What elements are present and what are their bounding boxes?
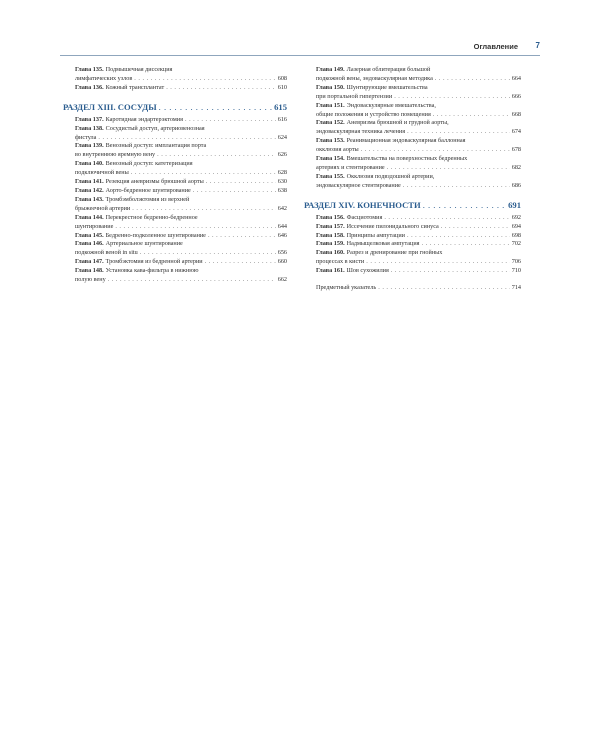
entry-title: Кожный трансплантат [105,83,165,91]
toc-entry[interactable] [316,119,521,137]
leader-dots [433,111,510,120]
leader-dots [166,84,276,93]
entry-page: 624 [277,133,287,141]
leader-dots [131,169,276,178]
leader-dots [407,128,510,137]
entry-title: фистула [75,133,97,141]
entry-page: 628 [277,169,287,177]
chapter-number: Глава 136. [75,83,104,91]
entry-title: лимфатических узлов [75,74,133,82]
toc-entry[interactable] [316,102,521,120]
entry-title: полую вену [75,276,106,284]
entry-page: 678 [511,146,521,154]
chapter-number: Глава 138. [75,124,104,132]
entry-line [75,116,287,125]
entry-title: Бедренно-подколенное шунтирование [105,231,206,239]
toc-list [316,214,521,276]
leader-dots [391,267,510,276]
entry-line [75,178,287,187]
entry-title: Шунтирующие вмешательства [346,83,428,91]
entry-page: 610 [277,83,287,91]
entry-line [75,267,287,276]
entry-title: шунтирование [75,222,114,230]
section-heading[interactable] [63,102,287,112]
toc-entry[interactable] [316,84,521,102]
entry-line [75,187,287,196]
toc-entry[interactable] [316,66,521,84]
entry-title: Венозный доступ: катетеризация [105,160,193,168]
chapter-number: Глава 137. [75,115,104,123]
leader-dots [98,134,275,143]
toc-entry[interactable] [316,223,521,232]
entry-page: 710 [511,267,521,275]
leader-dots [185,116,276,125]
entry-title: Эндоваскулярные вмешательства, [346,101,436,109]
entry-title: подкожной веной in situ [75,249,138,257]
chapter-number: Глава 145. [75,231,104,239]
entry-line [316,66,521,75]
entry-line [75,240,287,249]
entry-title: Перекрестное бедренно-бедренное [105,213,198,221]
toc-entry[interactable] [75,178,287,187]
entry-title: Иссечение пилонидального синуса [346,222,439,230]
chapter-number: Глава 135. [75,66,104,73]
toc-entry-index[interactable] [316,284,521,293]
toc-entry[interactable] [75,116,287,125]
entry-page: 674 [511,128,521,136]
entry-page: 638 [277,186,287,194]
chapter-number: Глава 150. [316,83,345,91]
leader-dots [134,75,275,84]
chapter-number: Глава 148. [75,267,104,275]
leader-dots [115,223,275,232]
entry-line [316,137,521,146]
toc-list [316,66,521,191]
leader-dots [205,258,276,267]
entry-title: процессах в кисти [316,258,365,266]
entry-line [316,249,521,258]
chapter-number: Глава 147. [75,258,104,266]
entry-title: Установка кава-фильтра в нижнюю [105,267,199,275]
entry-page: 660 [277,258,287,266]
section-heading[interactable] [304,200,521,210]
chapter-number: Глава 151. [316,101,345,109]
entry-page: 626 [277,151,287,159]
chapter-number: Глава 159. [316,240,345,248]
entry-page: 616 [277,115,287,123]
entry-page: 714 [511,284,521,292]
entry-line [75,142,287,151]
toc-entry[interactable] [75,160,287,178]
entry-line [316,111,521,120]
entry-line [316,102,521,111]
toc-entry[interactable] [75,267,287,285]
leader-dots [441,223,510,232]
running-header [60,40,540,56]
entry-title: при портальной гипертензии [316,92,393,100]
entry-line [316,240,521,249]
entry-title: эндоваскулярное стентирование [316,181,401,189]
chapter-number: Глава 152. [316,119,345,127]
header-title: Оглавление [473,42,518,51]
entry-title: Резекция аневризмы брюшной аорты [105,178,204,186]
chapter-number: Глава 142. [75,186,104,194]
leader-dots [384,214,509,223]
leader-dots [193,187,276,196]
toc-entry[interactable] [75,232,287,241]
leader-dots [387,164,510,173]
entry-title: общие положения и устройство помещения [316,110,431,118]
entry-title: Надмыщелковая ампутация [346,240,420,248]
toc-entry[interactable] [316,137,521,155]
toc-entry[interactable] [75,196,287,214]
entry-line [75,214,287,223]
leader-dots [394,93,510,102]
section-title: РАЗДЕЛ XIII. СОСУДЫ [63,101,157,112]
entry-line [75,258,287,267]
chapter-number: Глава 157. [316,222,345,230]
entry-title: Аневризма брюшной и грудной аорты, [346,119,449,127]
entry-title: подкожной вены, эндоваскулярная методика [316,74,433,82]
entry-title: Шов сухожилия [346,267,389,275]
section-page: 691 [508,199,521,210]
chapter-number: Глава 153. [316,137,345,145]
section-title: РАЗДЕЛ XIV. КОНЕЧНОСТИ [304,199,421,210]
entry-title: Артериальное шунтирование [105,240,183,248]
entry-title: Реанимационная эндоваскулярная баллонная [346,137,466,145]
entry-line [316,164,521,173]
entry-line [75,249,287,258]
entry-title: эндоваскулярная техника лечения [316,128,406,136]
entry-line [75,134,287,143]
toc-entry[interactable] [316,214,521,223]
entry-line [75,75,287,84]
entry-title: Предметный указатель [316,284,377,292]
entry-title: Сосудистый доступ, артериовенозная [105,124,205,132]
toc-column-left [63,66,287,285]
entry-page: 668 [511,110,521,118]
entry-line [75,232,287,241]
entry-line [316,173,521,182]
chapter-number: Глава 141. [75,178,104,186]
entry-page: 694 [511,222,521,230]
entry-page: 664 [511,74,521,82]
entry-line [316,93,521,102]
entry-title: брыжеечной артерии [75,204,131,212]
entry-page: 656 [277,249,287,257]
chapter-number: Глава 139. [75,142,104,150]
entry-line [316,155,521,164]
entry-title: подключичной вены [75,169,129,177]
entry-line [316,119,521,128]
chapter-number: Глава 154. [316,155,345,163]
entry-line [75,169,287,178]
leader-dots [208,232,276,241]
toc-list [75,66,287,93]
toc-entry[interactable] [316,232,521,241]
chapter-number: Глава 156. [316,213,345,221]
toc-entry[interactable] [316,155,521,173]
toc-entry[interactable] [75,142,287,160]
entry-page: 646 [277,231,287,239]
toc-entry[interactable] [316,267,521,276]
leader-dots [140,249,276,258]
entry-line [316,182,521,191]
entry-line [316,267,521,276]
entry-title: Принципы ампутации [346,231,405,239]
toc-entry[interactable] [75,187,287,196]
toc-entry[interactable] [316,173,521,191]
chapter-number: Глава 161. [316,267,345,275]
entry-line [75,66,287,75]
leader-dots [361,146,510,155]
entry-page: 682 [511,163,521,171]
toc-entry[interactable] [75,214,287,232]
toc-entry[interactable] [316,240,521,249]
entry-title: во внутреннюю яремную вену [75,151,156,159]
entry-title: Венозный доступ: имплантация порта [105,142,207,150]
entry-title: Тромбэктомия из бедренной артерии [105,258,203,266]
entry-page: 644 [277,222,287,230]
entry-page: 692 [511,213,521,221]
entry-line [316,214,521,223]
leader-dots [407,232,510,241]
entry-line [75,205,287,214]
toc-entry[interactable] [75,125,287,143]
chapter-number: Глава 155. [316,172,345,180]
entry-title: Вмешательства на поверхностных бедренных [346,155,468,163]
entry-line [316,232,521,241]
leader-dots [108,276,276,285]
toc-entry[interactable] [75,240,287,258]
entry-page: 702 [511,240,521,248]
entry-page: 686 [511,181,521,189]
entry-line [316,128,521,137]
entry-title: Аорто-бедренное шунтирование [105,186,191,194]
entry-title: Разрез и дренирование при гнойных [346,249,443,257]
entry-title: артериях и стентирование [316,163,385,171]
entry-line [316,258,521,267]
entry-page: 630 [277,178,287,186]
chapter-number: Глава 149. [316,66,345,73]
leader-dots [435,75,510,84]
chapter-number: Глава 160. [316,249,345,257]
entry-title: Фасциотомия [346,213,383,221]
entry-line [316,223,521,232]
entry-line [75,125,287,134]
chapter-number: Глава 158. [316,231,345,239]
chapter-number: Глава 146. [75,240,104,248]
entry-line [75,223,287,232]
page-number: 7 [535,41,540,50]
leader-dots [422,240,510,249]
entry-page: 662 [277,276,287,284]
entry-title: Подмышечная диссекция [105,66,173,73]
leader-dots [206,178,276,187]
toc-column-right [304,66,521,293]
entry-line [316,75,521,84]
toc-entry[interactable] [75,84,287,93]
entry-title: Тромбэмболэктомия из верхней [105,195,190,203]
entry-page: 642 [277,204,287,212]
entry-title: Каротидная эндартерэктомия [105,115,183,123]
entry-line [75,151,287,160]
chapter-number: Глава 144. [75,213,104,221]
entry-title: Лазерная облитерация большой [346,66,431,73]
entry-line [316,84,521,93]
toc-entry[interactable] [316,249,521,267]
entry-line [316,146,521,155]
entry-page: 666 [511,92,521,100]
entry-page: 698 [511,231,521,239]
leader-dots [132,205,275,214]
section-page: 615 [274,101,287,112]
entry-title: окклюзия аорты [316,146,359,154]
toc-entry[interactable] [75,66,287,84]
entry-line [75,160,287,169]
entry-line [75,196,287,205]
leader-dots [366,258,510,267]
leader-dots [403,182,510,191]
toc-entry[interactable] [75,258,287,267]
entry-page: 706 [511,258,521,266]
chapter-number: Глава 143. [75,195,104,203]
toc-list [75,116,287,285]
entry-line [75,276,287,285]
chapter-number: Глава 140. [75,160,104,168]
entry-title: Окклюзия подвздошной артерии, [346,172,435,180]
entry-page: 608 [277,74,287,82]
leader-dots [157,151,276,160]
entry-line [75,84,287,93]
